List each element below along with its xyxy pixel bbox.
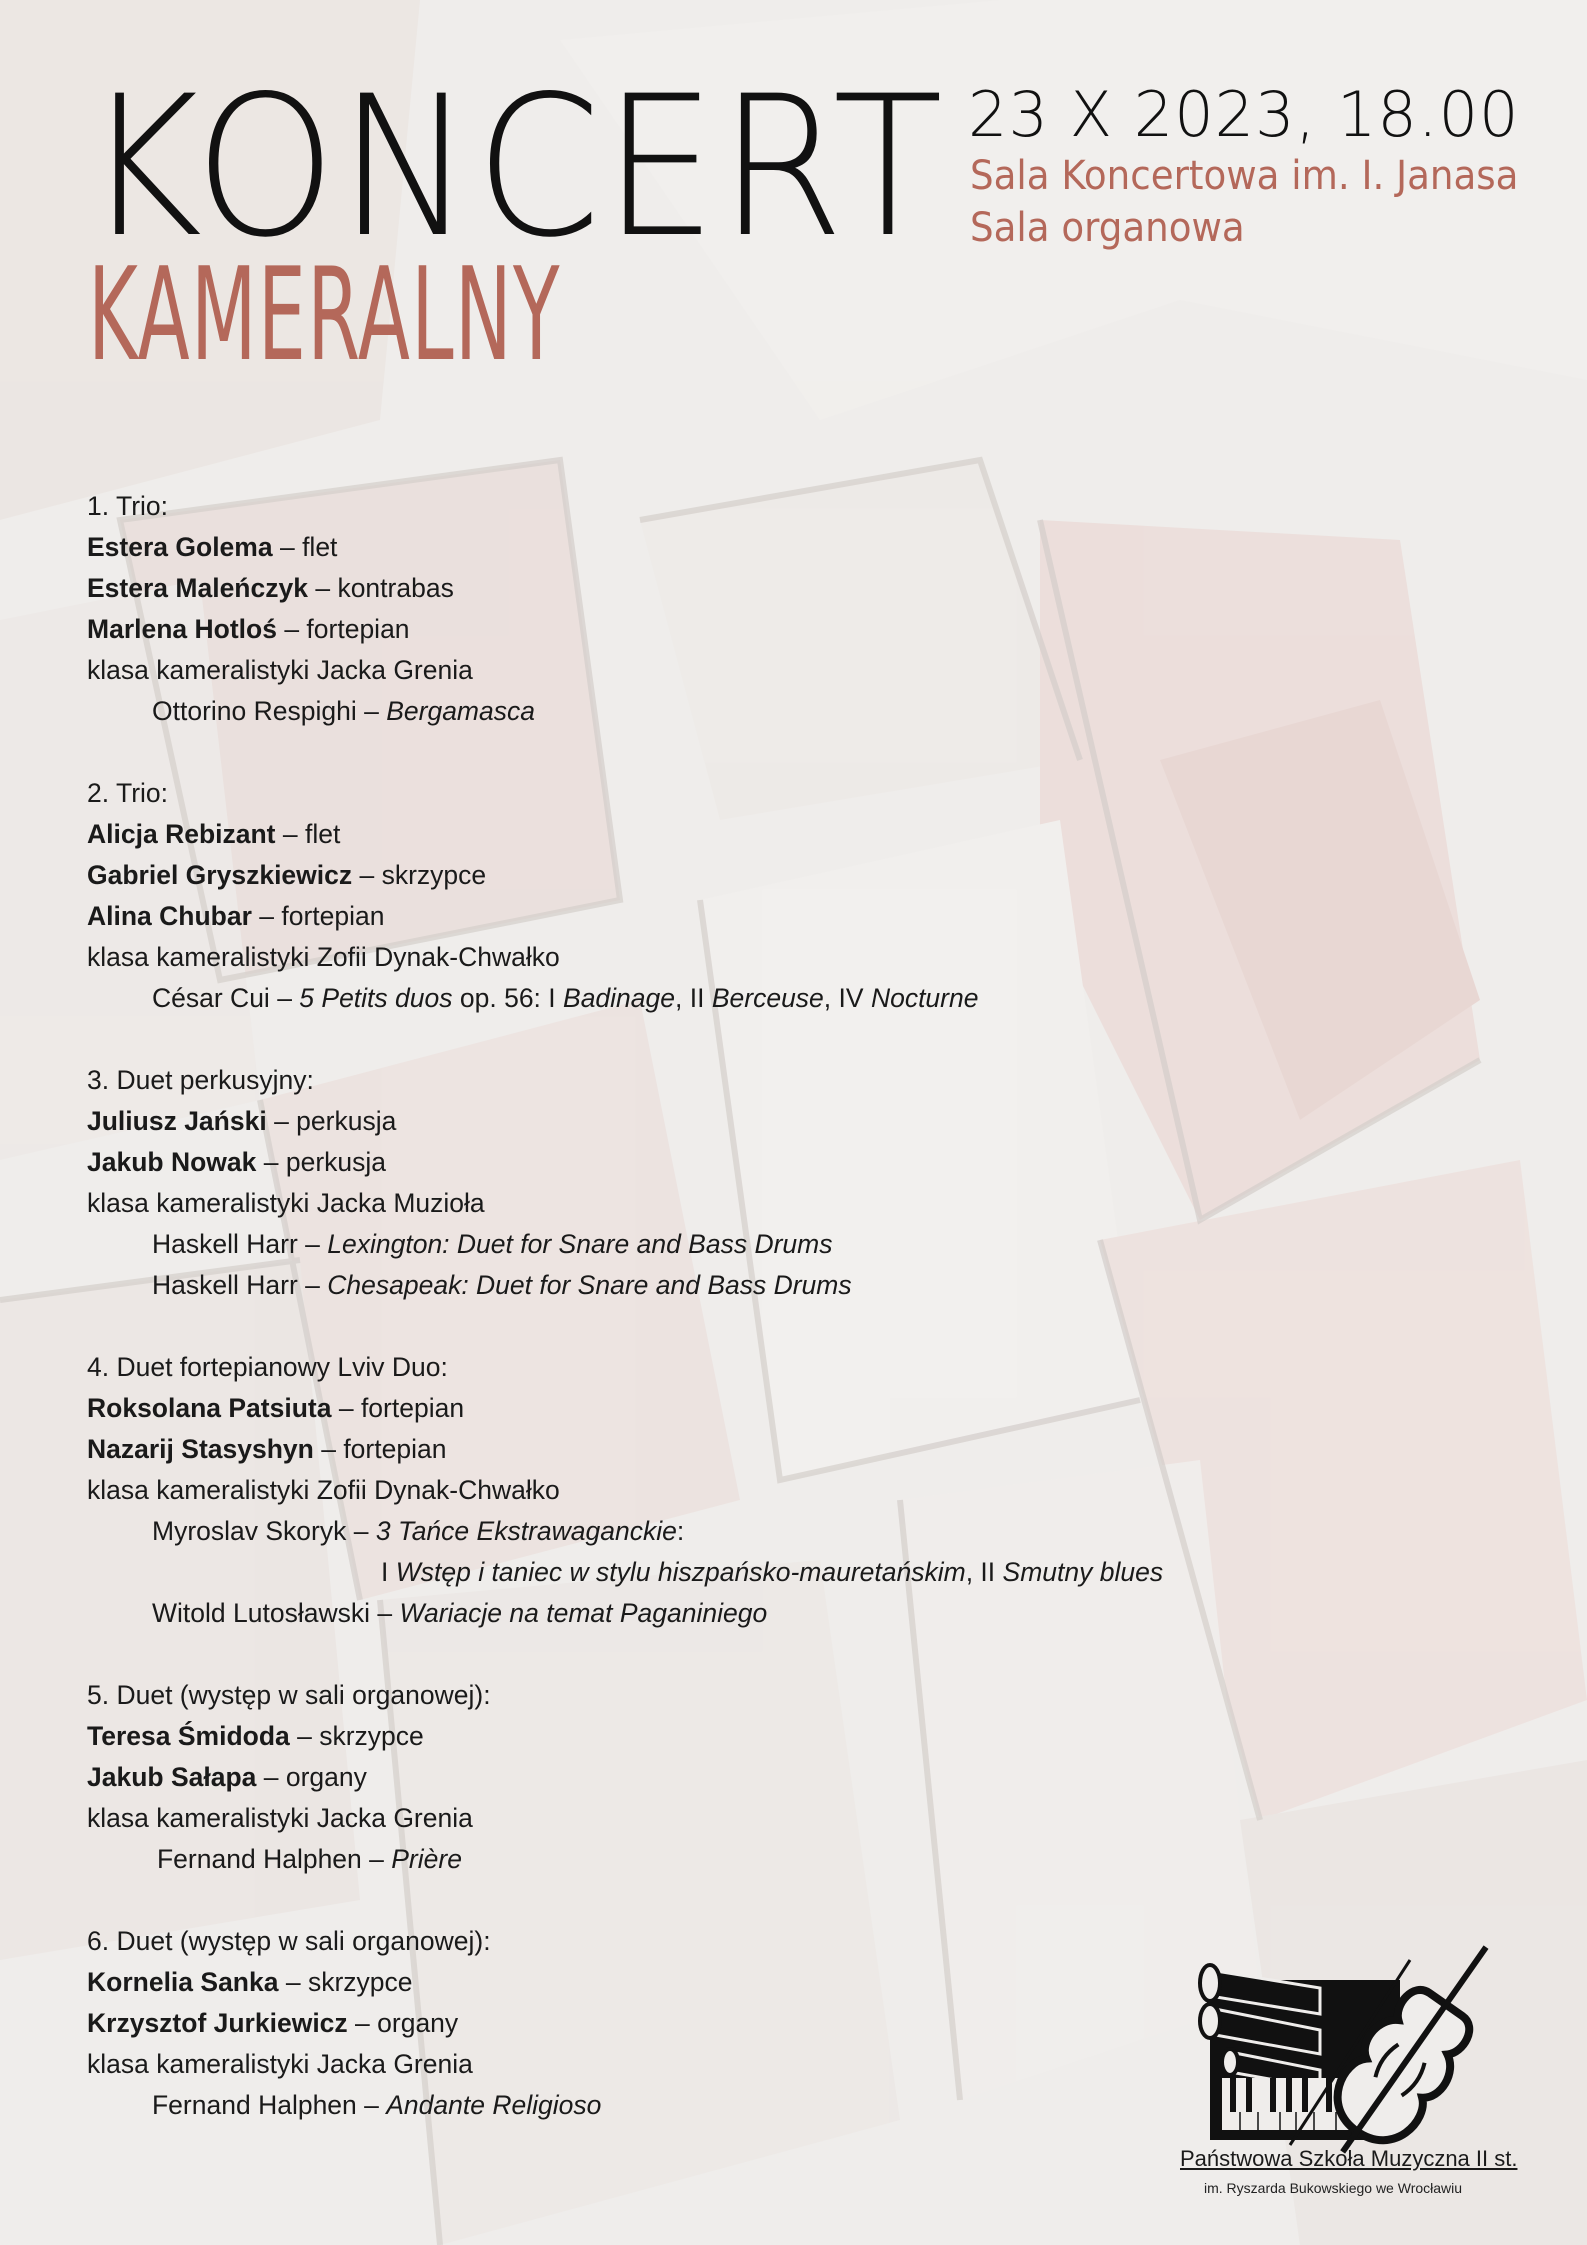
work-continuation [87,1552,1287,1593]
work: Fernand Halphen – Prière [157,1844,462,1874]
concert-datetime: 23 X 2023, 18.00 [968,78,1520,151]
item-heading: 6. Duet (występ w sali organowej): [87,1926,491,1956]
work-composer: Fernand Halphen [152,2090,357,2120]
performer-name: Alina Chubar [87,901,252,931]
work-composer: Ottorino Respighi [152,696,357,726]
page-subtitle: KAMERALNY [88,241,561,390]
performer: Alina Chubar – fortepian [87,901,385,931]
performer-instrument: perkusja [296,1106,397,1136]
performer-name: Jakub Nowak [87,1147,257,1177]
performer: Teresa Śmidoda – skrzypce [87,1721,424,1751]
work-title: Wstęp i taniec w stylu hiszpańsko-mauretańskim [395,1557,966,1587]
performer: Gabriel Gryszkiewicz – skrzypce [87,860,487,890]
work-composer: Fernand Halphen [157,1844,362,1874]
work-separator: , II [965,1557,1003,1587]
work-title: 5 Petits duos [299,983,453,1013]
performer: Kornelia Sanka – skrzypce [87,1967,413,1997]
performer-name: Juliusz Jański [87,1106,267,1136]
performer-instrument: flet [304,819,341,849]
class-label: klasa kameralistyki Zofii Dynak-Chwałko [87,1475,560,1505]
class-label: klasa kameralistyki Jacka Muzioła [87,1188,485,1218]
performer: Jakub Sałapa – organy [87,1762,367,1792]
class-label: klasa kameralistyki Jacka Grenia [87,1803,473,1833]
performer-name: Marlena Hotloś [87,614,277,644]
performer-name: Estera Golema [87,532,273,562]
work-part: Berceuse [711,983,824,1013]
item-heading: 4. Duet fortepianowy Lviv Duo: [87,1352,448,1382]
work-title: Smutny blues [1002,1557,1164,1587]
performer: Marlena Hotloś – fortepian [87,614,410,644]
program-list [87,486,1287,2167]
work: Ottorino Respighi – Bergamasca [152,696,535,726]
performer-instrument: flet [302,532,338,562]
venue-line: Sala organowa [970,205,1245,251]
work-composer: Haskell Harr [152,1270,298,1300]
work-composer: César Cui [152,983,270,1013]
work-title: 3 Tańce Ekstrawaganckie [375,1516,677,1546]
work-title: Andante Religioso [386,2090,602,2120]
performer-name: Jakub Sałapa [87,1762,257,1792]
performer-instrument: fortepian [281,901,385,931]
work-title: Chesapeak: Duet for Snare and Bass Drums [327,1270,852,1300]
performer-instrument: skrzypce [381,860,487,890]
page-title: KONCERT [84,54,945,280]
item-heading: 3. Duet perkusyjny: [87,1065,314,1095]
work-opus: op. 56: I [459,983,556,1013]
venue [970,150,1518,254]
work-title: Wariacje na temat Paganiniego [399,1598,768,1628]
school-name: Państwowa Szkoła Muzyczna II st. [1180,2146,1518,2171]
work-part: Badinage [563,983,676,1013]
performer-instrument: organy [285,1762,367,1792]
work: Haskell Harr – Chesapeak: Duet for Snare and Bass Drums [152,1270,852,1300]
class-label: klasa kameralistyki Jacka Grenia [87,2049,473,2079]
work-composer: Haskell Harr [152,1229,298,1259]
performer: Alicja Rebizant – flet [87,819,341,849]
program-item [87,773,1287,1019]
item-heading: 5. Duet (występ w sali organowej): [87,1680,491,1710]
performer-name: Krzysztof Jurkiewicz [87,2008,348,2038]
work-suffix: : [676,1516,685,1546]
performer-name: Gabriel Gryszkiewicz [87,860,353,890]
item-heading: 1. Trio: [87,491,169,521]
work-part: Nocturne [870,983,979,1013]
class-label: klasa kameralistyki Jacka Grenia [87,655,473,685]
work-title: Bergamasca [386,696,535,726]
performer: Estera Golema – flet [87,532,338,562]
performer-instrument: skrzypce [319,1721,424,1751]
performer: Krzysztof Jurkiewicz – organy [87,2008,459,2038]
performer-name: Nazarij Stasyshyn [87,1434,314,1464]
performer-instrument: fortepian [306,614,410,644]
school-subname: im. Ryszarda Bukowskiego we Wrocławiu [1204,2180,1463,2196]
performer-name: Teresa Śmidoda [87,1721,290,1751]
program-item [87,486,1287,732]
performer: Nazarij Stasyshyn – fortepian [87,1434,447,1464]
work-part-separator: , IV [823,983,871,1013]
program-item [87,1060,1287,1306]
item-heading: 2. Trio: [87,778,169,808]
performer-name: Roksolana Patsiuta [87,1393,332,1423]
work: Myroslav Skoryk – 3 Tańce Ekstrawaganckie: [152,1516,685,1546]
performer: Jakub Nowak – perkusja [87,1147,387,1177]
work-composer: Myroslav Skoryk [152,1516,347,1546]
performer: Juliusz Jański – perkusja [87,1106,397,1136]
work: Fernand Halphen – Andante Religioso [152,2090,602,2120]
work-prefix: I [381,1557,396,1587]
work-composer: Witold Lutosławski [152,1598,370,1628]
performer-instrument: kontrabas [337,573,454,603]
performer-instrument: fortepian [360,1393,465,1423]
performer-instrument: organy [377,2008,459,2038]
work-part-separator: , II [675,983,712,1013]
performer-instrument: fortepian [343,1434,447,1464]
program-item [87,1347,1287,1634]
work-title: Lexington: Duet for Snare and Bass Drums [327,1229,833,1259]
performer: Estera Maleńczyk – kontrabas [87,573,454,603]
work: Haskell Harr – Lexington: Duet for Snare and Bass Drums [152,1229,833,1259]
venue-line: Sala Koncertowa im. I. Janasa [970,153,1519,199]
performer-name: Kornelia Sanka [87,1967,279,1997]
performer-name: Estera Maleńczyk [87,573,308,603]
work: Witold Lutosławski – Wariacje na temat Paganiniego [152,1598,768,1628]
performer-name: Alicja Rebizant [87,819,276,849]
program-item [87,1921,1287,2126]
class-label: klasa kameralistyki Zofii Dynak-Chwałko [87,942,560,972]
performer: Roksolana Patsiuta – fortepian [87,1393,465,1423]
performer-instrument: perkusja [285,1147,387,1177]
program-item [87,1675,1287,1880]
work-title: Prière [391,1844,462,1874]
performer-instrument: skrzypce [307,1967,413,1997]
work: César Cui – 5 Petits duos op. 56: I Badinage, II Berceuse, IV Nocturne [152,983,979,1013]
